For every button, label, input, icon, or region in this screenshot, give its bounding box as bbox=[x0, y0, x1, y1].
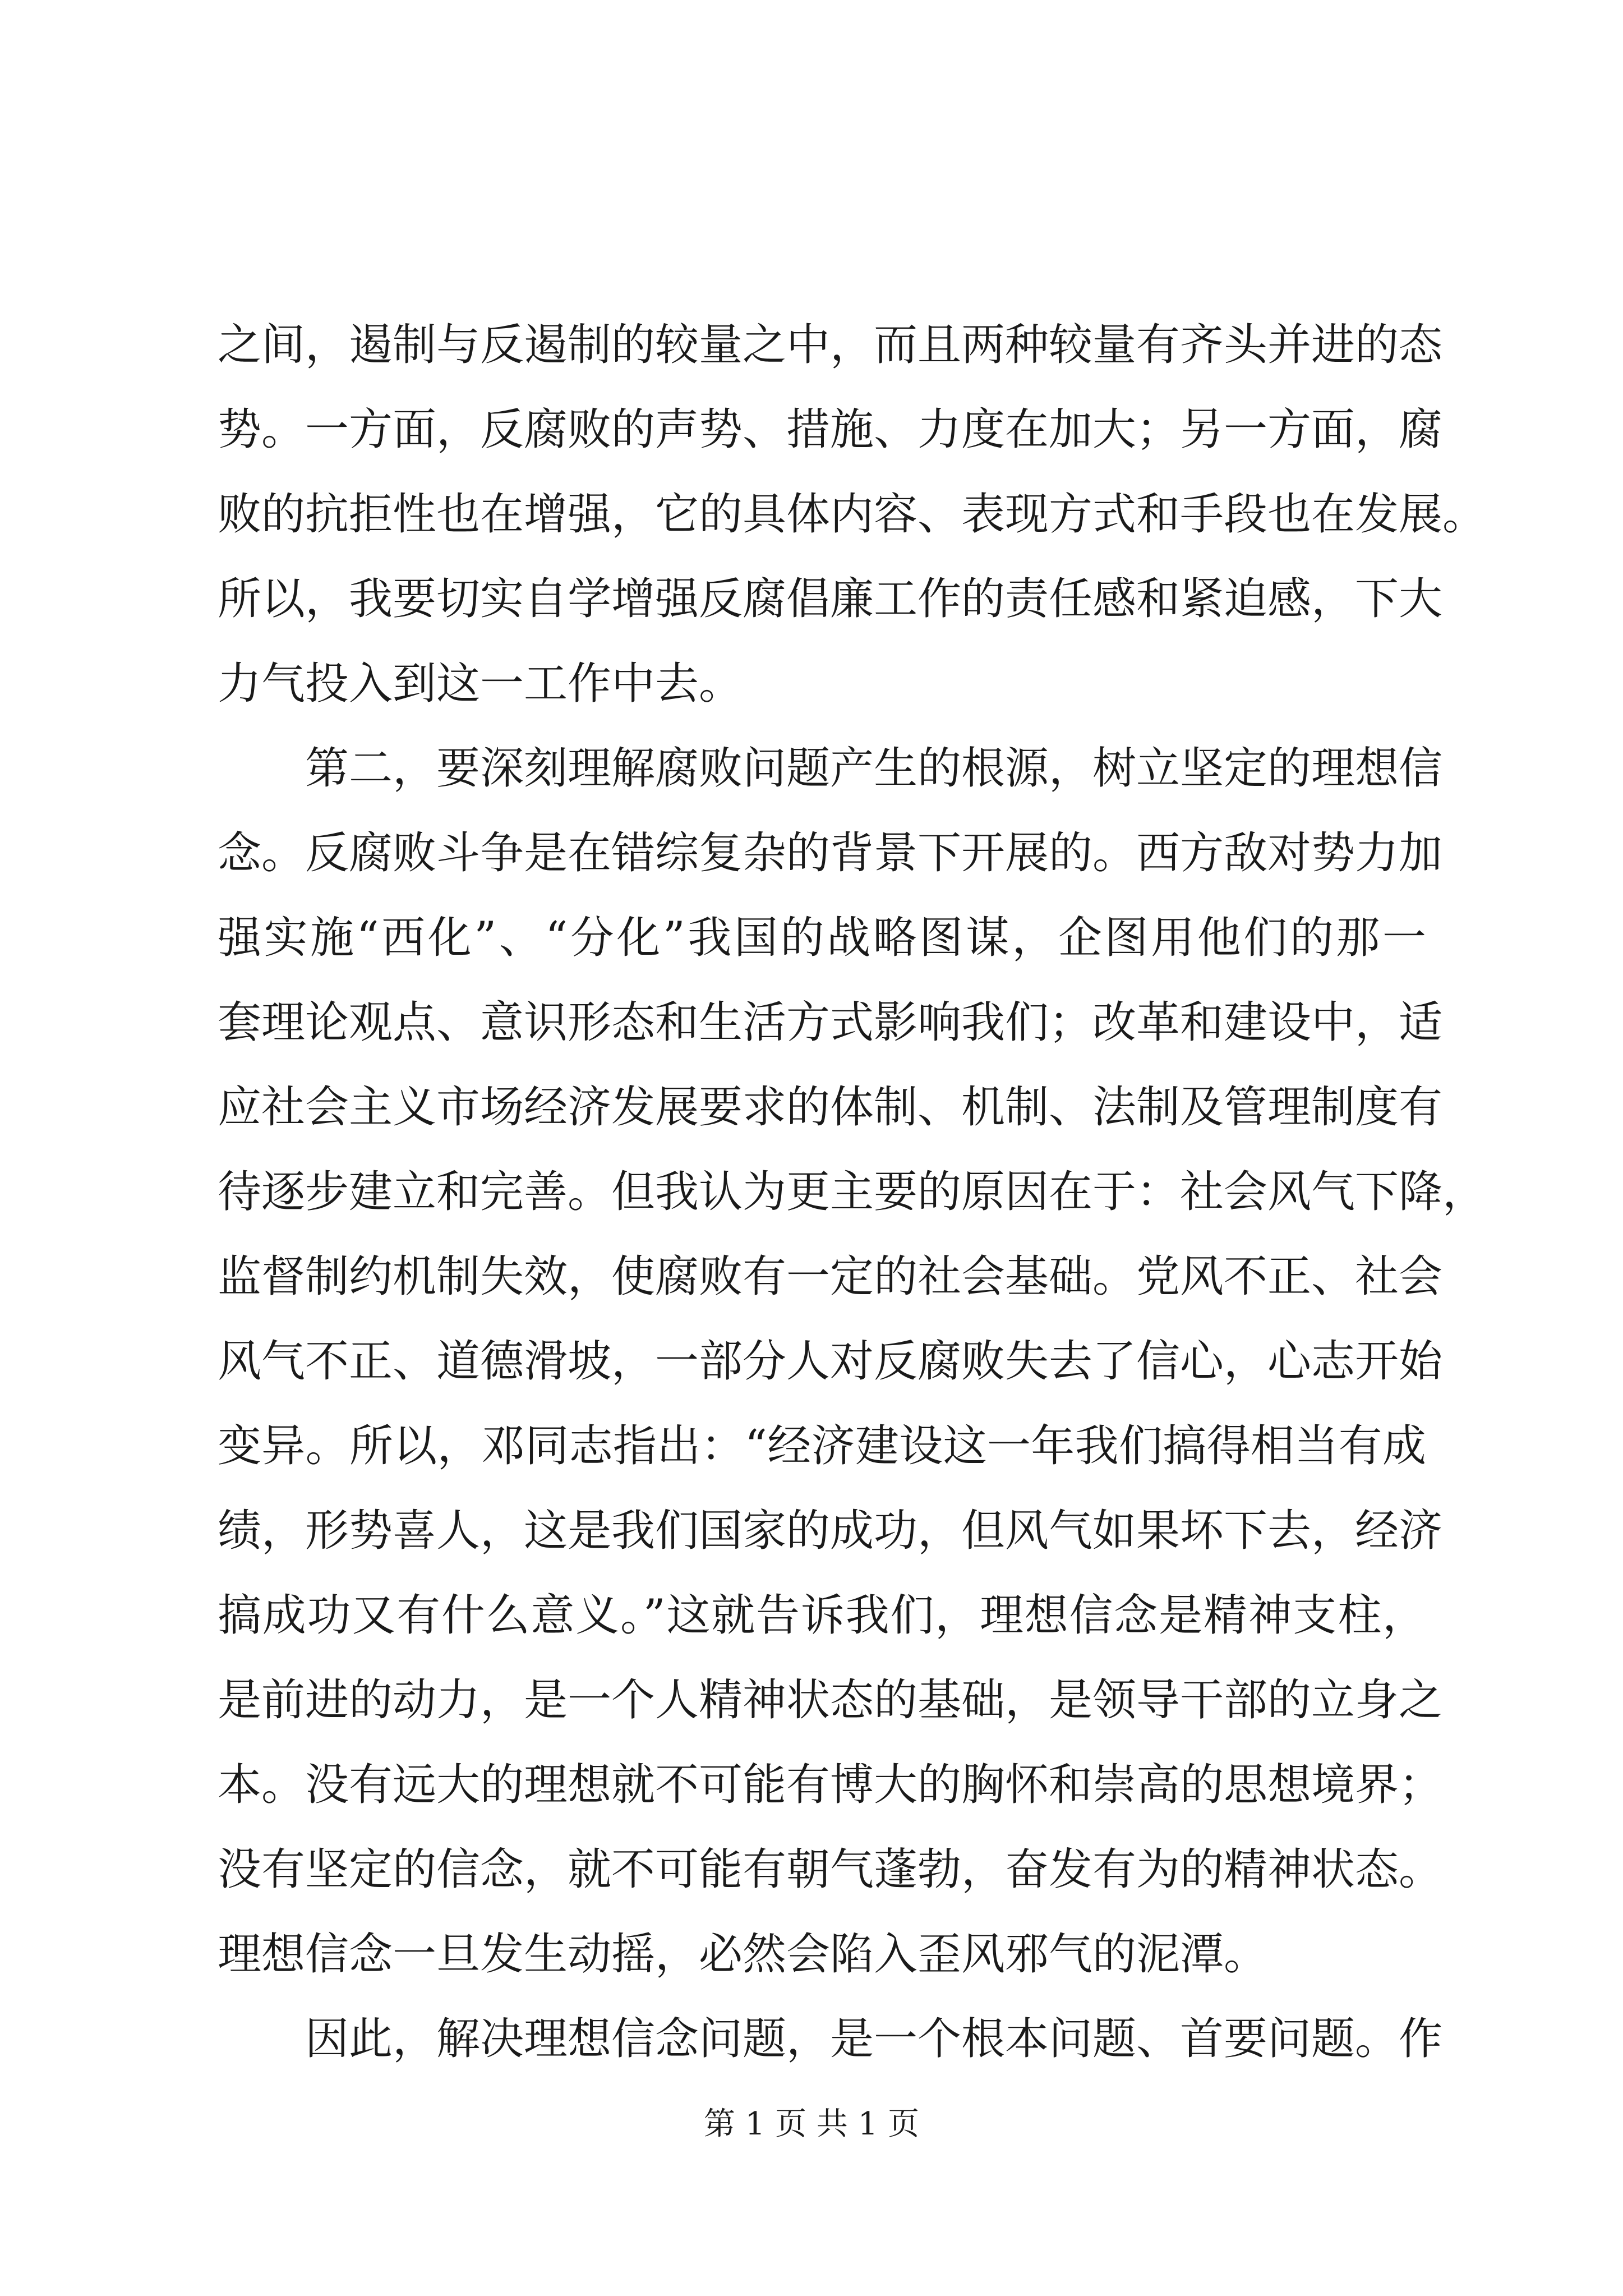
text-line: 绩，形势喜人，这是我们国家的成功，但风气如果坏下去，经济 bbox=[218, 1506, 1443, 1556]
text-line: 所以，我要切实自学增强反腐倡廉工作的责任感和紧迫感，下大 bbox=[218, 574, 1443, 624]
text-line: 搞成功又有什么意义。”这就告诉我们，理想信念是精神支柱， bbox=[218, 1590, 1426, 1641]
text-line: 力气投入到这一工作中去。 bbox=[218, 659, 743, 709]
text-line: 因此，解决理想信念问题，是一个根本问题、首要问题。作 bbox=[305, 2014, 1443, 2064]
text-line: 念。反腐败斗争是在错综复杂的背景下开展的。西方敌对势力加 bbox=[218, 828, 1443, 878]
text-line: 理想信念一旦发生动摇，必然会陷入歪风邪气的泥潭。 bbox=[218, 1929, 1268, 1980]
text-line: 套理论观点、意识形态和生活方式影响我们；改革和建设中，适 bbox=[218, 997, 1443, 1048]
text-line: 第二，要深刻理解腐败问题产生的根源，树立坚定的理想信 bbox=[305, 743, 1443, 794]
text-line: 本。没有远大的理想就不可能有博大的胸怀和崇高的思想境界； bbox=[218, 1760, 1443, 1810]
text-line: 败的抗拒性也在增强，它的具体内容、表现方式和手段也在发展。 bbox=[218, 489, 1487, 540]
text-line: 监督制约机制失效，使腐败有一定的社会基础。党风不正、社会 bbox=[218, 1251, 1443, 1302]
text-line: 势。一方面，反腐败的声势、措施、力度在加大；另一方面，腐 bbox=[218, 404, 1443, 455]
page-footer bbox=[0, 2105, 1623, 2144]
page-number-label: 第 1 页 共 1 页 bbox=[703, 2106, 920, 2142]
text-line: 变异。所以，邓同志指出：“经济建设这一年我们搞得相当有成 bbox=[218, 1421, 1426, 1471]
text-line: 风气不正、道德滑坡，一部分人对反腐败失去了信心，心志开始 bbox=[218, 1336, 1443, 1387]
text-line: 是前进的动力，是一个人精神状态的基础，是领导干部的立身之 bbox=[218, 1675, 1443, 1726]
text-line: 强实施“西化”、“分化”我国的战略图谋，企图用他们的那一 bbox=[218, 913, 1426, 963]
document-body bbox=[218, 303, 1487, 2082]
text-line: 没有坚定的信念，就不可能有朝气蓬勃，奋发有为的精神状态。 bbox=[218, 1844, 1443, 1895]
text-line: 之间，遏制与反遏制的较量之中，而且两种较量有齐头并进的态 bbox=[218, 320, 1443, 370]
text-line: 待逐步建立和完善。但我认为更主要的原因在于：社会风气下降， bbox=[218, 1167, 1487, 1217]
text-line: 应社会主义市场经济发展要求的体制、机制、法制及管理制度有 bbox=[218, 1082, 1443, 1133]
